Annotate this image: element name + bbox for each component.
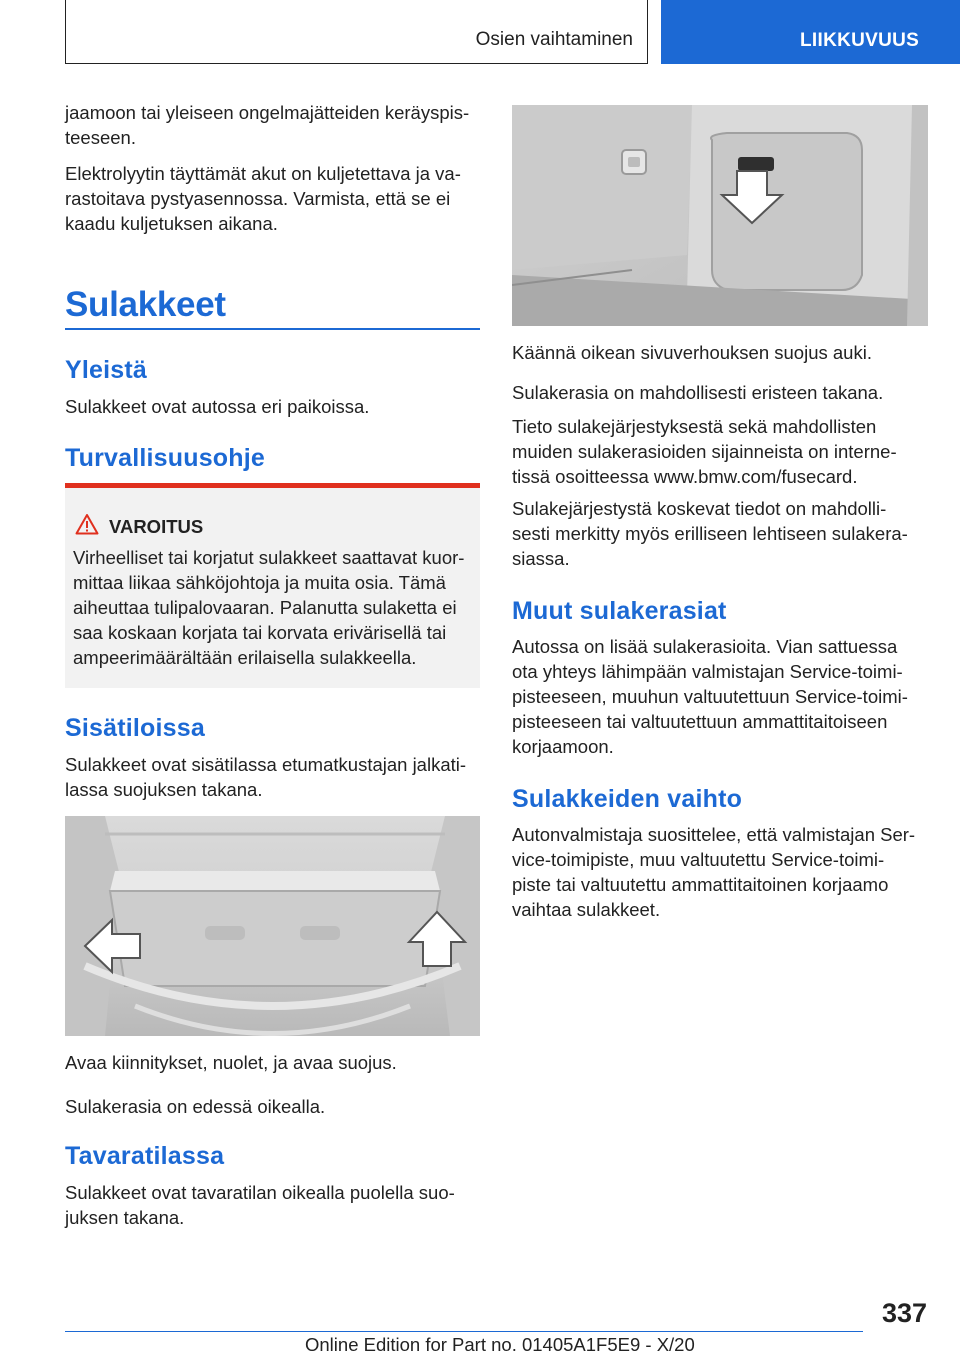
header-section-title: Osien vaihtaminen: [475, 29, 633, 50]
right-paragraph-1: Sulakerasia on mahdollisesti eristeen takana.: [512, 382, 884, 403]
muut-sulakerasiat-text: Autossa on lisää sulakerasioita. Vian sattuessa ota yhteys lähimpään valmistajan Service-toimi- pisteeseen, muuhun valtuutettuun Service-toimi- pisteeseen tai valtuutettuun ammattitaitoiseen korjaamoon.: [512, 636, 908, 757]
heading-muut-sulakerasiat: Muut sulakerasiat: [512, 597, 727, 625]
yleista-text: Sulakkeet ovat autossa eri paikoissa.: [65, 396, 370, 417]
footer-edition: Online Edition for Part no. 01405A1F5E9 - X/20: [305, 1334, 695, 1355]
warning-text: Virheelliset tai korjatut sulakkeet saattavat kuor- mittaa liikaa sähköjohtoja ja muita osia. Tämä aiheuttaa tulipalovaaran. Palanutta sulaketta ei saa koskaan korjata tai korvata erivärisellä tai ampeerimäärältään erilaisella sulakkeella.: [73, 547, 465, 668]
intro-paragraph-1: jaamoon tai yleiseen ongelmajätteiden keräyspis- teeseen.: [65, 102, 470, 148]
tavaratilassa-text: Sulakkeet ovat tavaratilan oikealla puolella suo- juksen takana.: [65, 1182, 455, 1228]
sisatiloissa-text: Sulakkeet ovat sisätilassa etumatkustajan jalkati- lassa suojuksen takana.: [65, 754, 467, 800]
right-paragraph-3: Sulakejärjestystä koskevat tiedot on mahdolli- sesti merkitty myös erilliseen lehtiseen sulakera- siassa.: [512, 498, 908, 569]
heading-sisatiloissa: Sisätiloissa: [65, 714, 205, 742]
header-section-box: [65, 0, 648, 64]
sulakkeiden-vaihto-text: Autonvalmistaja suosittelee, että valmistajan Ser- vice-toimipiste, muu valtuutettu Service-toimi- piste tai valtuutettu ammattitaitoinen korjaamo vaihtaa sulakkeet.: [512, 824, 916, 920]
heading-turvallisuusohje: Turvallisuusohje: [65, 444, 266, 472]
caption-footwell-2: Sulakerasia on edessä oikealla.: [65, 1096, 326, 1117]
warning-box: [65, 483, 480, 688]
main-heading: Sulakkeet: [65, 285, 226, 324]
heading-yleista: Yleistä: [65, 356, 148, 384]
warning-title: VAROITUS: [109, 516, 204, 537]
caption-footwell-1: Avaa kiinnitykset, nuolet, ja avaa suojus.: [65, 1052, 397, 1073]
photo-luggage-cover: [512, 105, 928, 326]
right-paragraph-2: Tieto sulakejärjestyksestä sekä mahdollisten muiden sulakerasioiden sijainneista on interne- tissä osoitteessa www.bmw.com/fusecard.: [512, 416, 897, 487]
page-number: 337: [881, 1298, 927, 1328]
heading-tavaratilassa: Tavaratilassa: [65, 1142, 225, 1170]
warning-triangle-icon: [75, 513, 99, 535]
main-heading-rule: [65, 328, 480, 330]
header-chapter-tab: LIIKKUVUUS: [661, 0, 960, 64]
photo-footwell-cover: [65, 816, 480, 1036]
caption-luggage: Käännä oikean sivuverhouksen suojus auki.: [512, 342, 872, 363]
intro-paragraph-2: Elektrolyytin täyttämät akut on kuljetettava ja va- rastoitava pystyasennossa. Varmista, että se ei kaadu kuljetuksen aikana.: [65, 163, 461, 234]
footer-rule: [65, 1331, 863, 1332]
heading-sulakkeiden-vaihto: Sulakkeiden vaihto: [512, 785, 743, 813]
